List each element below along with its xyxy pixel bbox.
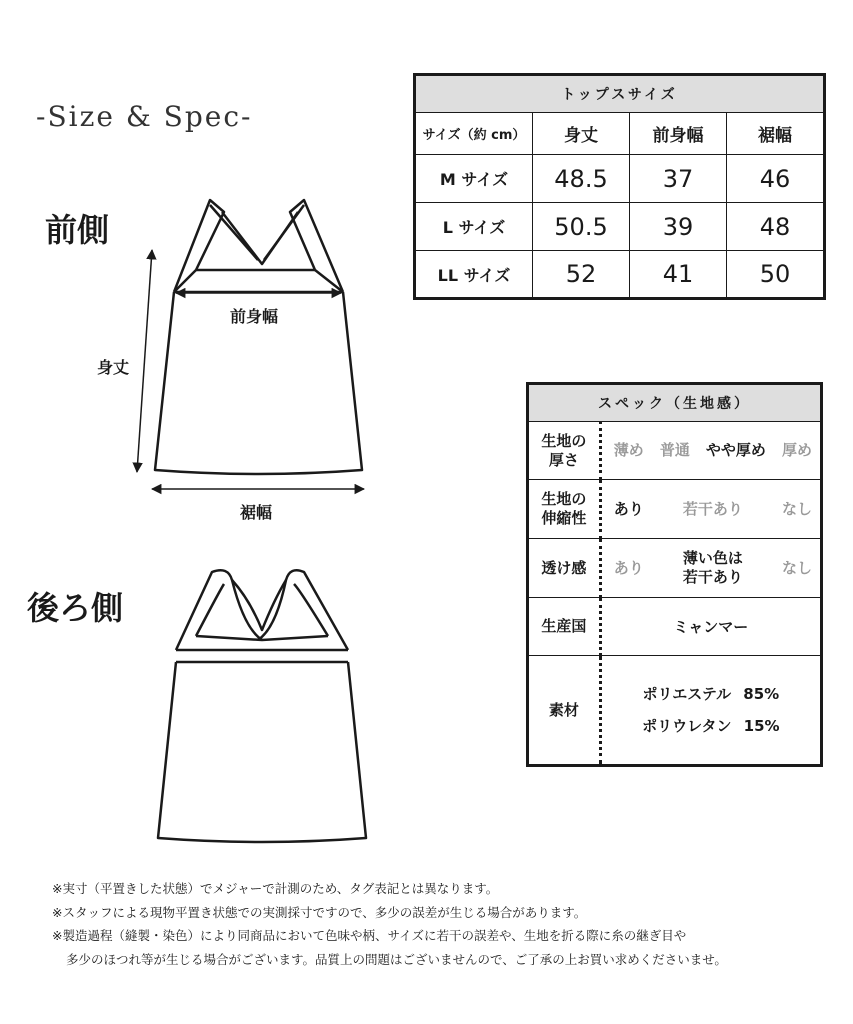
stretch-label-line-1: 生地の xyxy=(541,490,587,509)
material-percent: 15% xyxy=(743,717,780,735)
material-item xyxy=(602,710,820,742)
thickness-label-line-1: 生地の xyxy=(541,431,587,450)
stretch-label-line-2: 伸縮性 xyxy=(541,509,587,527)
material-percent: 85% xyxy=(743,685,780,703)
front-width-label: 前身幅 xyxy=(230,307,279,326)
size-name-cell: LL サイズ xyxy=(415,251,533,299)
length-cell: 52 xyxy=(533,251,630,299)
sheer-label: 透け感 xyxy=(528,539,601,598)
hem-width-label: 裾幅 xyxy=(240,503,273,522)
table-row xyxy=(415,203,825,251)
length-arrow xyxy=(137,250,152,472)
length-label: 身丈 xyxy=(97,358,130,377)
page-heading: -Size & Spec- xyxy=(36,100,253,133)
hem-width-cell: 46 xyxy=(727,155,825,203)
table-row xyxy=(415,155,825,203)
origin-label: 生産国 xyxy=(528,598,601,656)
thickness-label-line-2: 厚さ xyxy=(548,450,579,469)
spec-row-thickness xyxy=(528,422,822,480)
sheer-option-selected xyxy=(683,549,743,587)
front-width-cell: 37 xyxy=(630,155,727,203)
size-name-cell: L サイズ xyxy=(415,203,533,251)
thickness-option: 厚め xyxy=(781,441,812,460)
material-item xyxy=(602,678,820,710)
size-column-header: サイズ（約 cm） xyxy=(415,113,533,155)
spec-row-sheer xyxy=(528,539,822,598)
thickness-option: 普通 xyxy=(659,441,690,460)
stretch-option: なし xyxy=(781,499,812,518)
front-width-cell: 39 xyxy=(630,203,727,251)
material-label: 素材 xyxy=(528,656,601,766)
back-view-label: 後ろ側 xyxy=(27,589,124,627)
length-cell: 50.5 xyxy=(533,203,630,251)
spec-table-title: スペック（生地感） xyxy=(528,384,822,422)
spec-table xyxy=(526,382,823,767)
stretch-option: 若干あり xyxy=(682,499,743,518)
table-row xyxy=(415,251,825,299)
footnote: ※製造過程（縫製・染色）により同商品において色味や柄、サイズに若干の誤差や、生地を折る際に糸の継ぎ目や xyxy=(52,928,687,943)
spec-row-origin xyxy=(528,598,822,656)
material-name: ポリウレタン xyxy=(642,717,732,735)
footnote: 多少のほつれ等が生じる場合がございます。品質上の問題はございませんので、ご了承の上お買い求めくださいませ。 xyxy=(66,951,727,967)
footnotes xyxy=(52,877,727,971)
sheer-option: あり xyxy=(613,558,644,577)
front-width-cell: 41 xyxy=(630,251,727,299)
sheer-option-line-1: 薄い色は xyxy=(682,549,743,568)
thickness-label xyxy=(528,422,601,480)
hem-width-cell: 48 xyxy=(727,203,825,251)
front-width-column-header: 前身幅 xyxy=(630,113,727,155)
sheer-option-line-2: 若干あり xyxy=(682,568,743,586)
size-table-title: トップスサイズ xyxy=(415,75,825,113)
material-name: ポリエステル xyxy=(642,685,732,703)
footnote: ※スタッフによる現物平置き状態での実測採寸ですので、多少の誤差が生じる場合があります。 xyxy=(52,904,587,920)
thickness-option: 薄め xyxy=(613,441,644,460)
origin-value: ミャンマー xyxy=(673,617,749,636)
spec-row-stretch xyxy=(528,480,822,539)
hem-width-cell: 50 xyxy=(727,251,825,299)
size-table xyxy=(413,73,826,300)
front-view-label: 前側 xyxy=(45,211,110,249)
stretch-label xyxy=(528,480,601,539)
spec-row-material xyxy=(528,656,822,766)
sheer-option: なし xyxy=(781,558,812,577)
back-garment-outline xyxy=(158,570,366,842)
length-cell: 48.5 xyxy=(533,155,630,203)
length-column-header: 身丈 xyxy=(533,113,630,155)
stretch-option-selected: あり xyxy=(613,499,644,518)
thickness-option-selected: やや厚め xyxy=(705,441,766,460)
size-name-cell: M サイズ xyxy=(415,155,533,203)
hem-width-column-header: 裾幅 xyxy=(727,113,825,155)
footnote: ※実寸（平置きした状態）でメジャーで計測のため、タグ表記とは異なります。 xyxy=(52,881,499,896)
front-garment-outline xyxy=(155,200,362,474)
